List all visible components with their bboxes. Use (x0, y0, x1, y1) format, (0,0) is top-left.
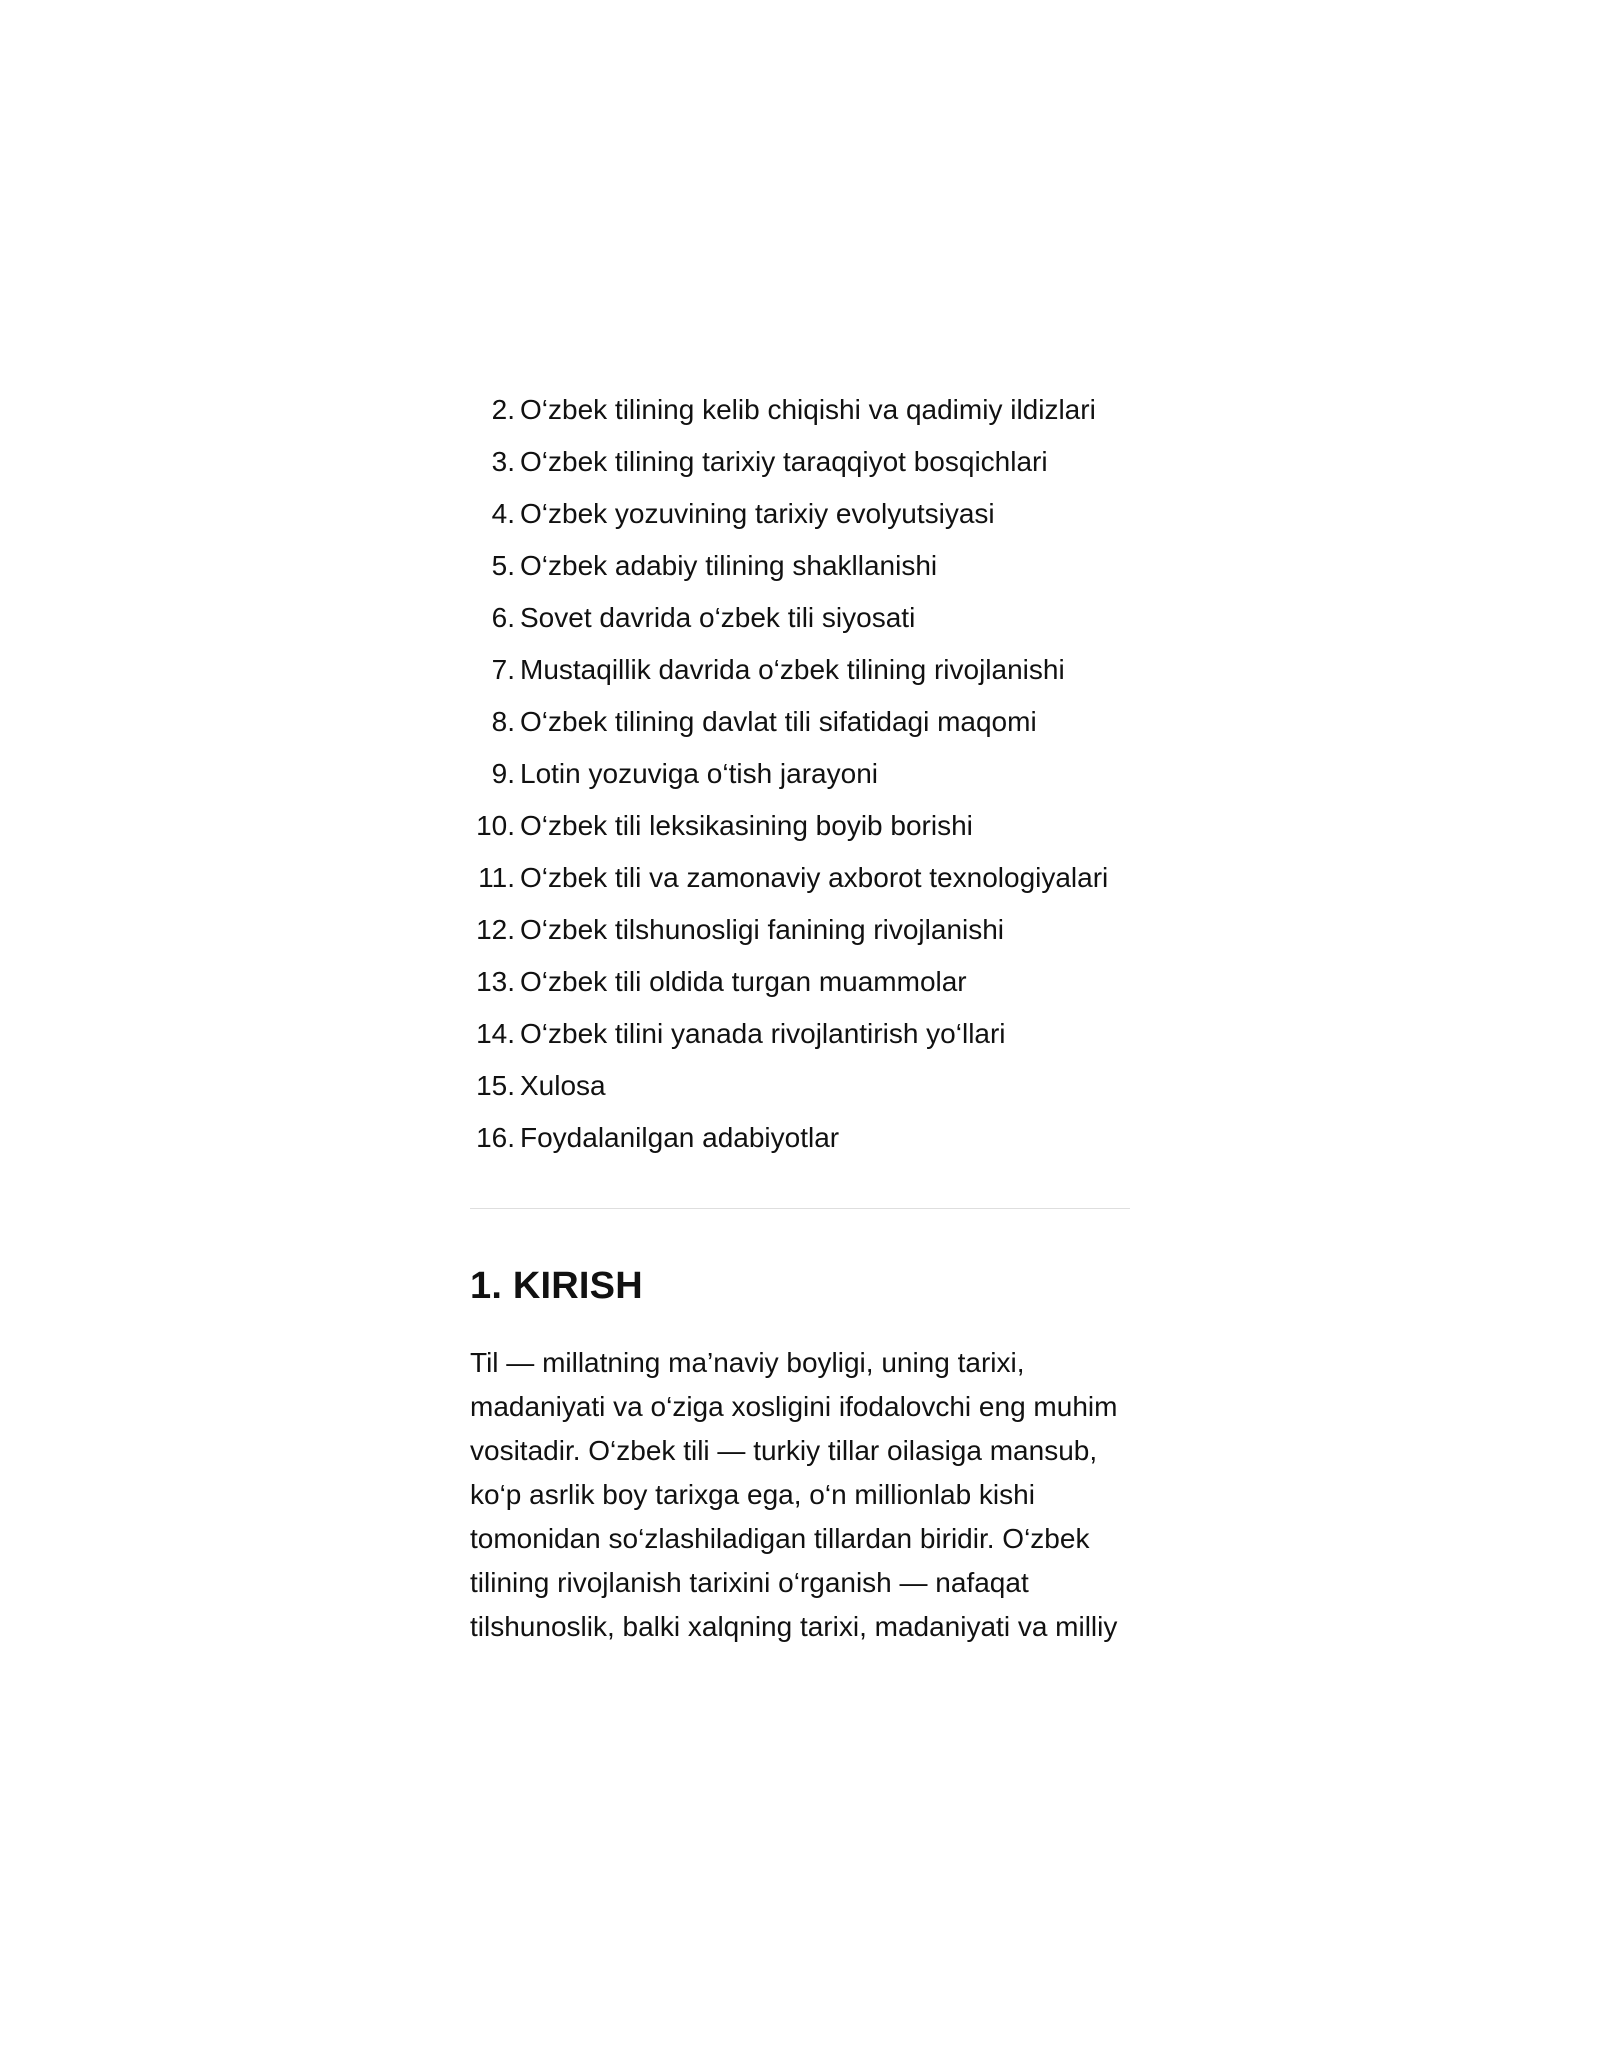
toc-item-text: O‘zbek tili oldida turgan muammolar (520, 966, 967, 997)
section-divider (470, 1208, 1130, 1209)
toc-item-text: O‘zbek yozuvining tarixiy evolyutsiyasi (520, 498, 995, 529)
paragraph-line: tomonidan so‘zlashiladigan tillardan biridir. O‘zbek (470, 1523, 1090, 1554)
toc-item-number: 12. (476, 914, 515, 945)
toc-item (470, 962, 1150, 1014)
toc-item-number: 8. (491, 706, 515, 737)
toc-item-text: O‘zbek tilining kelib chiqishi va qadimiy ildizlari (520, 394, 1096, 425)
toc-item-text: O‘zbek tili leksikasining boyib borishi (520, 810, 973, 841)
toc-item-text: Xulosa (520, 1070, 606, 1101)
intro-paragraph (470, 1341, 1140, 1649)
toc-item (470, 598, 1150, 650)
toc-item-text: O‘zbek adabiy tilining shakllanishi (520, 550, 938, 581)
toc-item-number: 9. (491, 758, 515, 789)
toc-item (470, 806, 1150, 858)
toc-item-text: Lotin yozuviga o‘tish jarayoni (520, 758, 878, 789)
paragraph-line: Til — millatning ma’naviy boyligi, uning tarixi, (470, 1347, 1025, 1378)
toc-item (470, 1118, 1150, 1170)
toc-item (470, 1066, 1150, 1118)
paragraph-line: tilining rivojlanish tarixini o‘rganish — nafaqat (470, 1567, 1029, 1598)
toc-item-number: 4. (491, 498, 515, 529)
toc-item-number: 14. (476, 1018, 515, 1049)
toc-item-text: O‘zbek tili va zamonaviy axborot texnologiyalari (520, 862, 1109, 893)
paragraph-line: tilshunoslik, balki xalqning tarixi, madaniyati va milliy (470, 1611, 1118, 1642)
toc-item-number: 5. (491, 550, 515, 581)
toc-item (470, 546, 1150, 598)
toc-item-text: O‘zbek tilshunosligi fanining rivojlanishi (520, 914, 1005, 945)
toc-item (470, 1014, 1150, 1066)
section-heading: 1. KIRISH (470, 1265, 643, 1307)
table-of-contents (470, 390, 1150, 1170)
toc-item-number: 16. (476, 1122, 515, 1153)
toc-item-number: 2. (491, 394, 515, 425)
toc-item (470, 650, 1150, 702)
toc-item-number: 15. (476, 1070, 515, 1101)
toc-item-text: O‘zbek tilining tarixiy taraqqiyot bosqichlari (520, 446, 1048, 477)
toc-item (470, 494, 1150, 546)
toc-item (470, 442, 1150, 494)
toc-item-text: Sovet davrida o‘zbek tili siyosati (520, 602, 916, 633)
toc-item-number: 11. (478, 862, 515, 893)
toc-item-number: 7. (491, 654, 515, 685)
toc-item (470, 858, 1150, 910)
toc-item-number: 13. (476, 966, 515, 997)
toc-item-number: 3. (491, 446, 515, 477)
toc-item-text: O‘zbek tilining davlat tili sifatidagi maqomi (520, 706, 1037, 737)
toc-item-number: 6. (491, 602, 515, 633)
toc-item-text: Mustaqillik davrida o‘zbek tilining rivojlanishi (520, 654, 1065, 685)
toc-item-text: Foydalanilgan adabiyotlar (520, 1122, 840, 1153)
toc-item (470, 910, 1150, 962)
toc-item (470, 702, 1150, 754)
toc-item-text: O‘zbek tilini yanada rivojlantirish yo‘llari (520, 1018, 1006, 1049)
paragraph-line: madaniyati va o‘ziga xosligini ifodalovchi eng muhim (470, 1391, 1118, 1422)
toc-item-number: 10. (476, 810, 515, 841)
paragraph-line: ko‘p asrlik boy tarixga ega, o‘n millionlab kishi (470, 1479, 1035, 1510)
toc-item (470, 754, 1150, 806)
paragraph-line: vositadir. O‘zbek tili — turkiy tillar oilasiga mansub, (470, 1435, 1098, 1466)
toc-item (470, 390, 1150, 442)
